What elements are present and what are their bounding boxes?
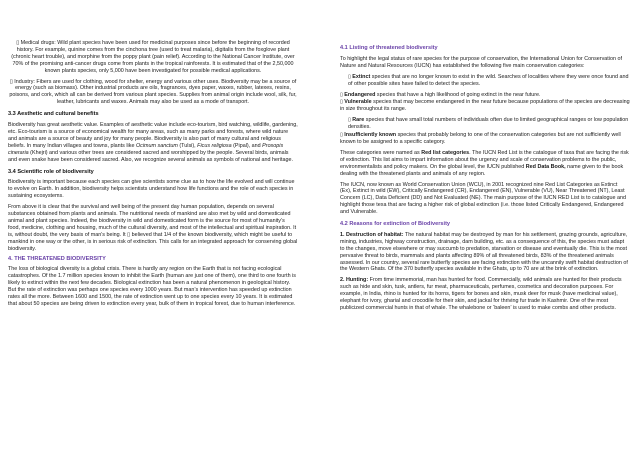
category-text: species that may become endangered in the near future because populations of the species are decreasing in size throughout its range. xyxy=(340,99,630,113)
text-run: (Khejri) and various other trees are considered sacred and worshipped by the people. Several birds, animals and even snake have been considered sacred. Also, we recognize several animals as symbols of national and heritage. xyxy=(8,149,293,163)
paragraph-industry: ▯ Industry: Fibers are used for clothing, wood for shelter, energy and various other uses. Biodiversity may be a source of energy (such as biomass). Other industrial products are oils, fragrances, dyes paper, waxes, rubber, latexes, resins, poisons, and cork, which all can be derived from various plant species. Supplies from animal origin include wool, silk, fur, leather, lubricants and waxes. Animals may also be used as a mode of transport. xyxy=(9,78,297,106)
category-extinct xyxy=(340,74,630,88)
category-insufficiently-known xyxy=(340,132,630,146)
bullet-box-icon: ▯ xyxy=(348,73,351,80)
left-column xyxy=(8,40,298,312)
category-endangered xyxy=(340,92,630,99)
bullet-box-icon: ▯ xyxy=(340,99,343,106)
paragraph-hunting xyxy=(340,277,630,312)
paragraph-habitat-destruction xyxy=(340,232,630,273)
category-term: Vulnerable xyxy=(344,99,372,106)
paragraph-scientific: Biodiversity is important because each species can give scientists some clue as to how the life evolved and will continue to evolve on Earth. In addition, biodiversity helps scientists understand how life functions and the role of each species in sustaining ecosystems. xyxy=(8,179,295,200)
heading-aesthetic-cultural: 3.3 Aesthetic and cultural benefits xyxy=(8,111,99,118)
bullet-box-icon: ▯ xyxy=(340,91,343,98)
paragraph-survival: From above it is clear that the survival and well being of the present day human population, depends on several substances obtained from plants and animals. The nutritional needs of mankind are also met by wild and domesticated animal and plant species. Indeed, the biodiversity in wild and domesticated form is the source for most of humanity’s food, medicine, clothing and housing, much of the cultural diversity, and most of the intellectual and spiritual inspiration. It is, without doubt, the very basis of man’s being. It ▯ believed that 1/4 of the known biodiversity, which might be useful to mankind in one way or the other, is in serious risk of extinction. This calls for an integrated approach for conserving global biodiversity. xyxy=(8,204,298,252)
category-text: species that have small total numbers of individuals often due to limited geographical ranges or low population densities. xyxy=(348,117,629,131)
term-red-data-book: Red Data Book, xyxy=(525,163,566,170)
text-run: Biodiversity has great aesthetic value. Examples of aesthetic value include eco-tourism, bird watching, wildlife, gardening, etc. Eco-tourism is a source of economical wealth for many areas, such as many parks and forests, where wild nature and animals are a source of beauty and joy for many people. Biodiversity is also part of many cultural and religious beliefs. In many Indian villages and towns, plants like xyxy=(8,122,298,149)
bullet-box-icon: ▯ xyxy=(340,132,343,139)
species-name: Prosopis cineraria xyxy=(8,142,284,156)
bullet-box-icon: ▯ xyxy=(348,117,351,124)
reason-text: The natural habitat may be destroyed by man for his settlement, grazing grounds, agriculture, mining, industries, highway construction, drainage, dam building, etc. as a consequence of this, the species must adapt to the changes, move elsewhere or may succumb to predation, starvation or disease and eventually die. This is the most pervasive threat to birds, mammals and plants affecting 89% of all threatened birds, 83% of the threatened animals assessed. In our country, several rare butterfly species are facing extinction with the uncannily swift habitat destruction of the Western Ghats. Of the 370 butterfly species available in the Ghats, up to 70 are at the brink of extinction. xyxy=(340,231,628,273)
species-name: Ficus religiosa xyxy=(197,142,232,149)
reason-title: 1. Destruction of habitat: xyxy=(340,231,404,238)
text-run: (Tulsi), xyxy=(177,142,198,149)
category-term: Rare xyxy=(352,117,365,124)
category-vulnerable xyxy=(340,99,630,113)
category-rare xyxy=(340,117,630,131)
heading-threatened-biodiversity: 4. THE THREATENED BIODIVERSITY xyxy=(8,256,106,263)
species-name: Ocimum sanctum xyxy=(135,142,178,149)
heading-scientific-role: 3.4 Scientific role of biodiversity xyxy=(8,168,94,175)
heading-listing-threatened: 4.1 Listing of threatened biodiversity xyxy=(340,45,438,51)
paragraph-wcu-categories: The IUCN, now known as World Conservation Union (WCU), in 2001 recognized nine Red List Categories as Extinct (Ex), Extinct in wild (EW), Critically Endangered (CR), Endangered (EN), Vulnerable (VU), Near Threatened (NT), Least Concern (LC), Data Deficient (DD) and Not Evaluated (NE). The main purpose of the IUCN RED List is to catalogue and highlight those texa that are facing a higher risk of global extinction (i.e. those listed Critically Endangered, Endangered and Vulnerable. xyxy=(340,181,627,216)
paragraph-aesthetic xyxy=(8,122,298,163)
text-run: . The IUCN Red List is the catalogue of taxa that are facing the risk of extinction. This list aims to impart information about the urgency and scale of conservation problems to the public, environmentalists and policy makers. On the global level, the IUCN published xyxy=(340,149,629,170)
heading-reasons-extinction: 4.2 Reasons for extinction of Biodiversity xyxy=(340,221,451,228)
text-run: name given to the book dealing with the threatened plants and animals of any region. xyxy=(340,163,624,177)
text-run: (Pipal), and xyxy=(231,142,263,149)
paragraph-global-crisis: The loss of biological diversity is a global crisis. There is hardly any region on the Earth that is not facing ecological catastrophes. Of the 1.7 million species known to inhibit the Earth (human are just one of them), one third to one fourth is likely to extinct within the next few decades. Biological extinction has been a natural phenomenon in geological history. But the rate of extinction was perhaps one species every 1000 years. But man’s intervention has speeded up extinction rates all the more. Between 1600 and 1500, the rate of extinction went up to one species every 10 years. It is estimated that about 50 species are being driven to extinction every year, bulk of them in tropical forest, due to human interference. xyxy=(8,266,296,307)
paragraph-red-list xyxy=(340,150,630,178)
category-text: species that probably belong to one of the conservation categories but are not sufficiently well known to be assigned to a specific category. xyxy=(340,132,621,145)
reason-title: 2. Hunting: xyxy=(340,277,369,284)
text-run: These categories were named as xyxy=(340,149,422,156)
category-term: Endangered xyxy=(344,91,376,98)
category-term: Insufficiently known xyxy=(344,132,397,139)
reason-text: From time immemorial, man has hunted for food. Commercially, wild animals are hunted for their products such as hide and skin, tusk, antlers, fur meat, pharmaceuticals, perfumes, cosmetics and decoration purposes. For example, in India, rhino is hunted for its horns, tigers for bones and skin, musk deer for musk (have medicinal value), elephant for ivory, gharial and crocodile for their skin, and jackal for thriving fur trade in Kashmir. One of the most publicized commercial hunts in that of whale. The whalebone or ‘baleen’ is used to make combs and other products. xyxy=(340,277,622,311)
category-text: species that have a high likelihood of going extinct in the near future. xyxy=(375,91,541,98)
category-term: Extinct xyxy=(352,73,371,80)
paragraph-iucn-intro: To highlight the legal status of rare species for the purpose of conservation, the International Union for Conservation of Nature and Natural Resources (IUCN) has established the following five main conservation categories: xyxy=(340,55,622,69)
category-text: species that are no longer known to exist in the wild. Searches of localities where they were once found and of other possible sites have failed to detect the species. xyxy=(348,73,629,87)
term-red-list: Red list categories xyxy=(421,149,470,156)
paragraph-medical-drugs: ▯ Medical drugs: Wild plant species have been used for medicinal purposes since before the beginning of recorded history. For example, quinine comes from the cinchona tree (used to treat malaria), digitalis from the foxglove plant (chronic heart trouble), and morphine from the poppy plant (pain relief). According to the National Cancer Institute, over 70% of the promising anti-cancer drugs come from plants in the tropical rainforests. It is estimated that of the 2,50,000 known plants species, only 5,000 have been investigated for possible medical applications. xyxy=(11,40,295,74)
right-column xyxy=(340,40,630,316)
